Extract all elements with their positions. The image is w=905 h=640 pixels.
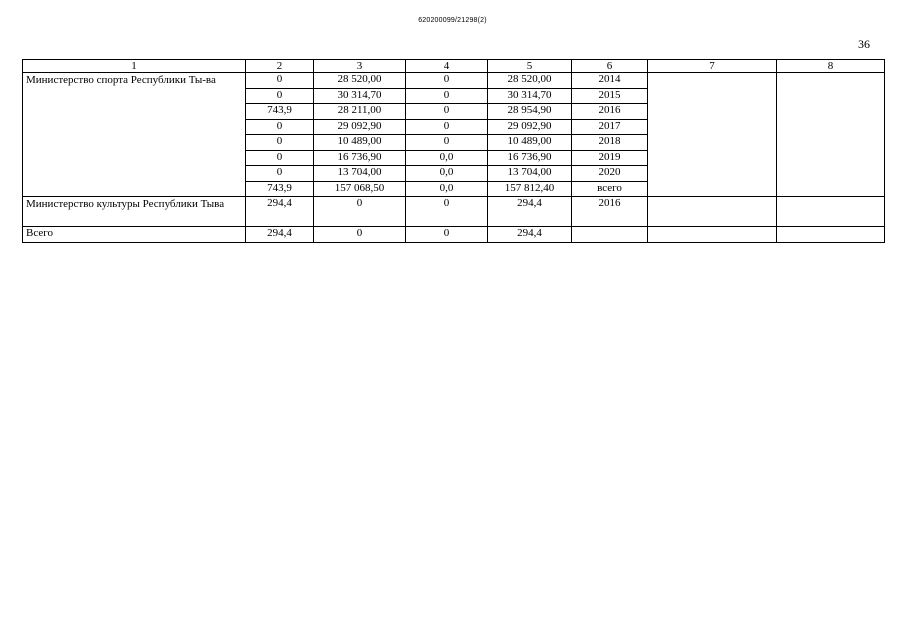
table-cell — [777, 197, 885, 227]
column-header: 7 — [648, 60, 777, 73]
table-cell: 0 — [406, 119, 488, 135]
table-cell: 157 812,40 — [488, 181, 572, 197]
table-cell: 13 704,00 — [314, 166, 406, 182]
table-cell: 2019 — [572, 150, 648, 166]
table-cell: 13 704,00 — [488, 166, 572, 182]
table-cell — [777, 227, 885, 243]
page-number: 36 — [858, 37, 870, 51]
table-cell: 16 736,90 — [314, 150, 406, 166]
table-cell: 2016 — [572, 104, 648, 120]
table-cell: 28 520,00 — [488, 73, 572, 89]
table-cell: 0 — [246, 73, 314, 89]
table-cell: 294,4 — [246, 197, 314, 227]
table-cell: 28 520,00 — [314, 73, 406, 89]
table-cell: 10 489,00 — [488, 135, 572, 151]
table-cell — [572, 227, 648, 243]
table-cell: 294,4 — [488, 227, 572, 243]
table-cell: 0 — [246, 135, 314, 151]
table-cell: 29 092,90 — [314, 119, 406, 135]
table-cell: 0 — [246, 166, 314, 182]
table-cell — [648, 73, 777, 197]
table-cell: 294,4 — [246, 227, 314, 243]
table-cell: 0 — [406, 73, 488, 89]
column-header: 2 — [246, 60, 314, 73]
table-cell: 743,9 — [246, 181, 314, 197]
ministry-name: Министерство культуры Республики Тыва — [23, 197, 246, 227]
column-header: 3 — [314, 60, 406, 73]
table-cell: 2016 — [572, 197, 648, 227]
column-header: 6 — [572, 60, 648, 73]
table-cell: 0,0 — [406, 181, 488, 197]
table-cell — [648, 227, 777, 243]
table-cell — [648, 197, 777, 227]
table-cell: 0 — [406, 104, 488, 120]
table-cell — [777, 73, 885, 197]
table-cell: 30 314,70 — [314, 88, 406, 104]
table-cell: 28 211,00 — [314, 104, 406, 120]
column-header: 8 — [777, 60, 885, 73]
table-row — [23, 73, 885, 89]
table-cell: 28 954,90 — [488, 104, 572, 120]
table-cell: 0 — [314, 197, 406, 227]
table-cell: 0,0 — [406, 150, 488, 166]
table-cell: 0 — [246, 88, 314, 104]
table-cell: 30 314,70 — [488, 88, 572, 104]
table-cell: 743,9 — [246, 104, 314, 120]
table-cell: 2020 — [572, 166, 648, 182]
table-cell: 0,0 — [406, 166, 488, 182]
table-cell: 2015 — [572, 88, 648, 104]
column-header: 4 — [406, 60, 488, 73]
table-cell: 2017 — [572, 119, 648, 135]
table-cell: 0 — [406, 135, 488, 151]
table-row — [23, 197, 885, 227]
table-cell: 10 489,00 — [314, 135, 406, 151]
table-cell: 0 — [246, 150, 314, 166]
table-cell: 2014 — [572, 73, 648, 89]
column-header: 1 — [23, 60, 246, 73]
column-header: 5 — [488, 60, 572, 73]
table-cell: 2018 — [572, 135, 648, 151]
column-number-row — [23, 60, 885, 73]
ministry-name: Министерство спорта Республики Ты-ва — [23, 73, 246, 197]
table-cell: 0 — [406, 227, 488, 243]
budget-table — [22, 59, 885, 243]
total-row — [23, 227, 885, 243]
table-cell: всего — [572, 181, 648, 197]
table-cell: 29 092,90 — [488, 119, 572, 135]
table-cell: 0 — [406, 197, 488, 227]
total-label: Всего — [23, 227, 246, 243]
table-cell: 294,4 — [488, 197, 572, 227]
table-cell: 0 — [246, 119, 314, 135]
table-cell: 0 — [314, 227, 406, 243]
table-cell: 0 — [406, 88, 488, 104]
table-cell: 157 068,50 — [314, 181, 406, 197]
table-cell: 16 736,90 — [488, 150, 572, 166]
document-id: 620200099/21298(2) — [418, 17, 487, 24]
